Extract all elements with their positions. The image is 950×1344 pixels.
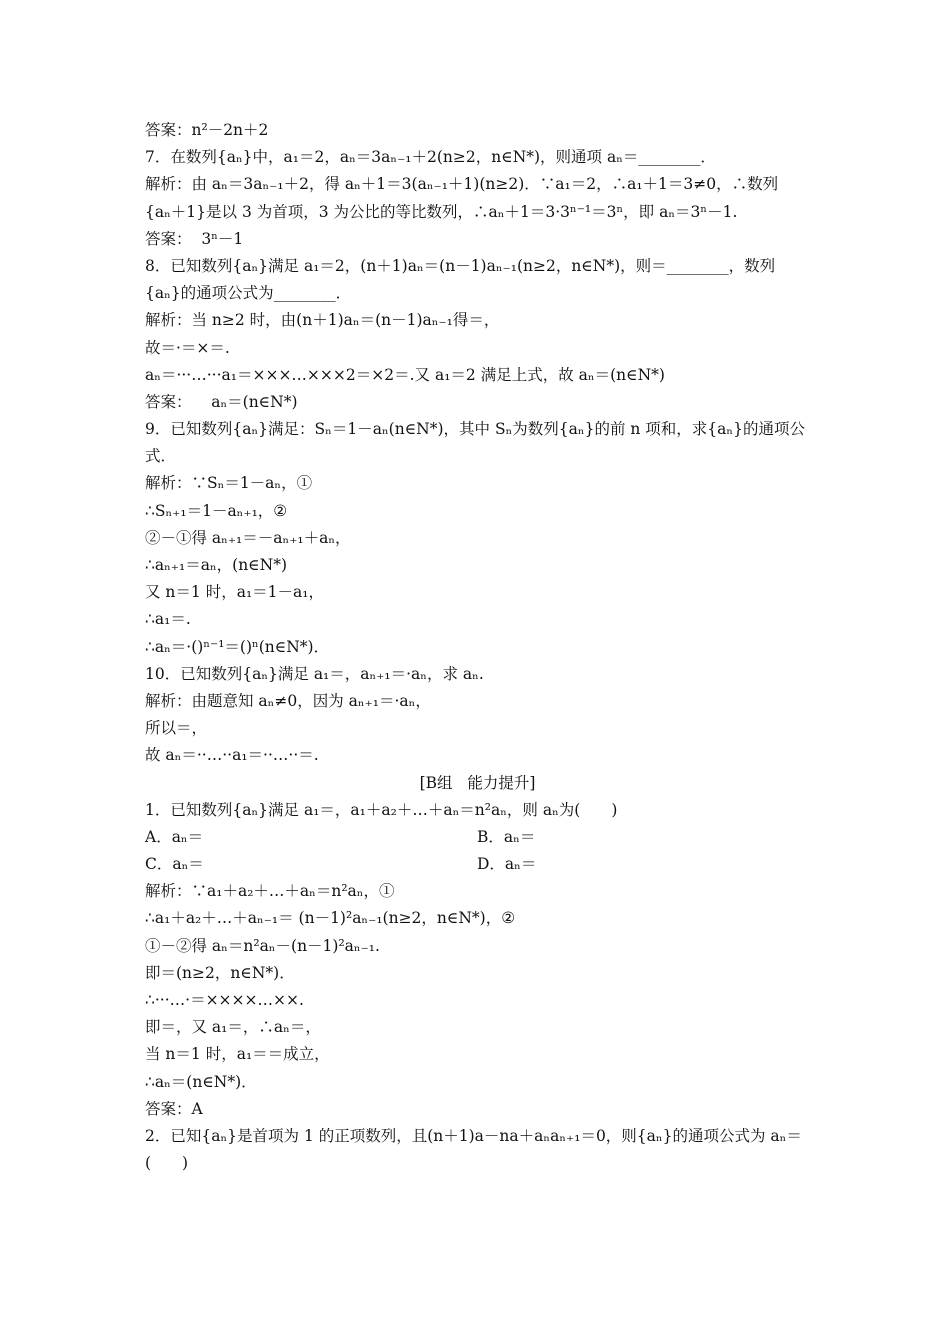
text-line: 解析：由题意知 aₙ≠0，因为 aₙ₊₁＝·aₙ， — [145, 691, 431, 710]
text-line: ∴aₙ＝(n∈N*)． — [145, 1072, 257, 1091]
text-line: {aₙ}的通项公式为________． — [145, 284, 352, 303]
text-line: 所以＝， — [145, 719, 208, 738]
text-line: 答案：n²－2n＋2 — [145, 121, 269, 139]
text-line: ∴a₁＝. — [145, 610, 191, 629]
text-line: 解析：当 n≥2 时，由(n＋1)aₙ＝(n－1)aₙ₋₁得＝， — [145, 311, 500, 330]
options-row — [145, 851, 810, 878]
text-line: ∴a₁＋a₂＋…＋aₙ₋₁＝ (n－1)²aₙ₋₁(n≥2，n∈N*)，② — [145, 909, 516, 928]
text-line: {aₙ＋1}是以 3 为首项，3 为公比的等比数列，∴aₙ＋1＝3·3ⁿ⁻¹＝3ⁿ，即 aₙ＝3ⁿ－1. — [145, 202, 738, 221]
text-line: ∴Sₙ₊₁＝1－aₙ₊₁，② — [145, 501, 288, 520]
text-line: ( ) — [145, 1154, 189, 1173]
text-line: 解析：∵a₁＋a₂＋…＋aₙ＝n²aₙ，① — [145, 882, 395, 901]
text-line: 8．已知数列{aₙ}满足 a₁＝2，(n＋1)aₙ＝(n－1)aₙ₋₁(n≥2，n∈N*)，则＝________，数列 — [145, 256, 776, 275]
question-stem: 1．已知数列{aₙ}满足 a₁＝，a₁＋a₂＋…＋aₙ＝n²aₙ，则 aₙ为( ) — [145, 800, 618, 819]
text-line: 又 n＝1 时，a₁＝1－a₁， — [145, 583, 324, 602]
text-line: 式． — [145, 447, 177, 466]
option-d: D．aₙ＝ — [477, 855, 537, 874]
section-heading: [B组 能力提升] — [419, 773, 536, 792]
text-line: 答案： aₙ＝(n∈N*) — [145, 392, 298, 411]
text-line: aₙ＝···…···a₁＝×××…×××2＝×2＝.又 a₁＝2 满足上式，故 aₙ＝(n∈N*) — [145, 365, 665, 384]
text-line: 10．已知数列{aₙ}满足 a₁＝，aₙ₊₁＝·aₙ，求 aₙ. — [145, 664, 484, 683]
text-line: 故 aₙ＝··…··a₁＝··…··＝. — [145, 746, 319, 765]
text-line: 解析：由 aₙ＝3aₙ₋₁＋2，得 aₙ＋1＝3(aₙ₋₁＋1)(n≥2)．∵a₁＝2，∴a₁＋1＝3≠0，∴数列 — [145, 175, 779, 194]
text-line: ∴aₙ＝·()ⁿ⁻¹＝()ⁿ(n∈N*)． — [145, 637, 330, 656]
option-b: B．aₙ＝ — [477, 827, 536, 846]
text-line: ∴···…·＝××××…××. — [145, 991, 304, 1009]
text-line: 解析：∵Sₙ＝1－aₙ，① — [145, 474, 313, 493]
text-line: 答案：A — [145, 1099, 203, 1118]
text-line: ∴aₙ₊₁＝aₙ，(n∈N*) — [145, 556, 288, 574]
text-line: 2．已知{aₙ}是首项为 1 的正项数列，且(n＋1)a－na＋aₙaₙ₊₁＝0，则{aₙ}的通项公式为 aₙ＝ — [145, 1126, 802, 1145]
text-line: 9．已知数列{aₙ}满足：Sₙ＝1－aₙ(n∈N*)，其中 Sₙ为数列{aₙ}的前 n 项和，求{aₙ}的通项公 — [145, 420, 805, 439]
text-line: 即＝，又 a₁＝，∴aₙ＝， — [145, 1018, 321, 1037]
options-row — [145, 824, 810, 851]
text-line: ①－②得 aₙ＝n²aₙ－(n－1)²aₙ₋₁. — [145, 936, 380, 955]
text-line: 故＝·＝×＝. — [145, 338, 230, 357]
option-a: A．aₙ＝ — [145, 827, 204, 846]
document-body — [145, 117, 810, 1177]
text-line: 7．在数列{aₙ}中，a₁＝2，aₙ＝3aₙ₋₁＋2(n≥2，n∈N*)，则通项 aₙ＝________． — [145, 148, 716, 167]
text-line: ②－①得 aₙ₊₁＝－aₙ₊₁＋aₙ， — [145, 528, 351, 547]
text-line: 即＝(n≥2，n∈N*)． — [145, 963, 295, 982]
text-line: 当 n＝1 时，a₁＝＝成立， — [145, 1045, 330, 1064]
text-line: 答案： 3ⁿ－1 — [145, 229, 244, 248]
option-c: C．aₙ＝ — [145, 855, 204, 874]
